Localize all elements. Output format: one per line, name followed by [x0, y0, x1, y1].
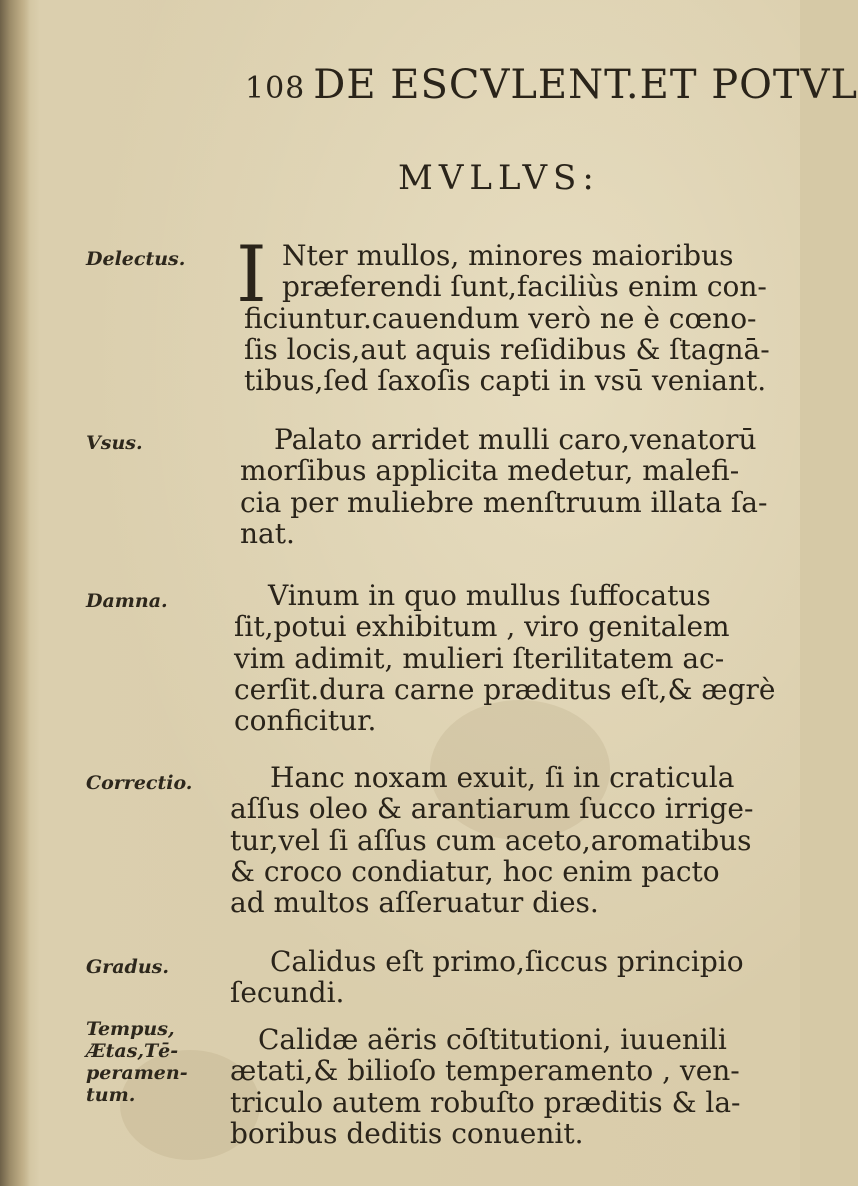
- margin-note-line: peramen-: [86, 1062, 188, 1084]
- margin-note-line: Tempus,: [86, 1018, 175, 1040]
- paragraph-damna: [230, 580, 775, 736]
- margin-note-gradus: Gradus.: [86, 956, 169, 978]
- paragraph-correctio: [230, 762, 775, 918]
- running-head: [245, 62, 858, 108]
- paragraph-usus: [230, 424, 775, 549]
- text-line: præferendi ſunt,faciliùs enim con-: [282, 270, 767, 304]
- margin-note-line: Ætas,Tē-: [86, 1040, 179, 1062]
- text-line: cia per muliebre menſtruum illata ſa-: [240, 485, 768, 519]
- text-line: & croco condiatur, hoc enim pacto: [230, 854, 720, 888]
- text-line: Nter mullos, minores maioribus: [282, 239, 734, 272]
- margin-note-correctio: Correctio.: [86, 772, 193, 794]
- text-line: ficiuntur.cauendum verò ne è cœno-: [244, 301, 757, 335]
- text-line: ſit,potui exhibitum , viro genitalem: [234, 610, 730, 644]
- running-title: DE ESCVLENT.ET POTVL: [313, 62, 858, 108]
- text-line: Palato arridet mulli caro,venatorū: [274, 423, 757, 456]
- margin-note-delectus: Delectus.: [86, 248, 186, 270]
- text-line: morſibus applicita medetur, malefi-: [240, 454, 740, 488]
- text-line: ætati,& bilioſo temperamento , ven-: [230, 1054, 740, 1088]
- section-title: MVLLVS:: [398, 158, 600, 198]
- text-line: aſſus oleo & arantiarum ſucco irrige-: [230, 792, 754, 826]
- text-line: tibus,ſed ſaxoſis capti in vsū veniant.: [244, 364, 767, 398]
- text-line: Hanc noxam exuit, ſi in craticula: [270, 761, 735, 794]
- paragraph-delectus: [230, 230, 775, 398]
- text-line: ſecundi.: [230, 976, 345, 1010]
- text-line: Calidæ aëris cōſtitutioni, iuuenili: [258, 1023, 727, 1056]
- text-line: ſis locis,aut aquis reſidibus & ſtagnā-: [244, 332, 770, 366]
- paragraph-gradus: [230, 946, 775, 1009]
- text-line: vim adimit, mulieri ſterilitatem ac-: [234, 641, 725, 675]
- text-line: nat.: [240, 516, 295, 550]
- text-line: conficitur.: [234, 704, 377, 738]
- margin-note-line: tum.: [86, 1084, 136, 1106]
- text-line: cerſit.dura carne præditus eſt,& ægrè: [234, 672, 776, 706]
- paragraph-tempus: [230, 1024, 775, 1149]
- book-spine: [0, 0, 30, 1186]
- text-line: tur,vel ſi aſſus cum aceto,aromatibus: [230, 823, 752, 857]
- page-number: 108: [245, 71, 306, 106]
- text-line: Calidus eſt primo,ſiccus principio: [270, 945, 744, 978]
- drop-cap: I: [236, 230, 267, 320]
- margin-note-damna: Damna.: [86, 590, 168, 612]
- margin-note-usus: Vsus.: [86, 432, 143, 454]
- margin-note-tempus: [86, 1018, 188, 1106]
- text-line: triculo autem robuſto præditis & la-: [230, 1085, 741, 1119]
- text-line: boribus deditis conuenit.: [230, 1116, 584, 1150]
- text-line: ad multos aſſeruatur dies.: [230, 886, 599, 920]
- text-line: Vinum in quo mullus ſuffocatus: [268, 579, 711, 612]
